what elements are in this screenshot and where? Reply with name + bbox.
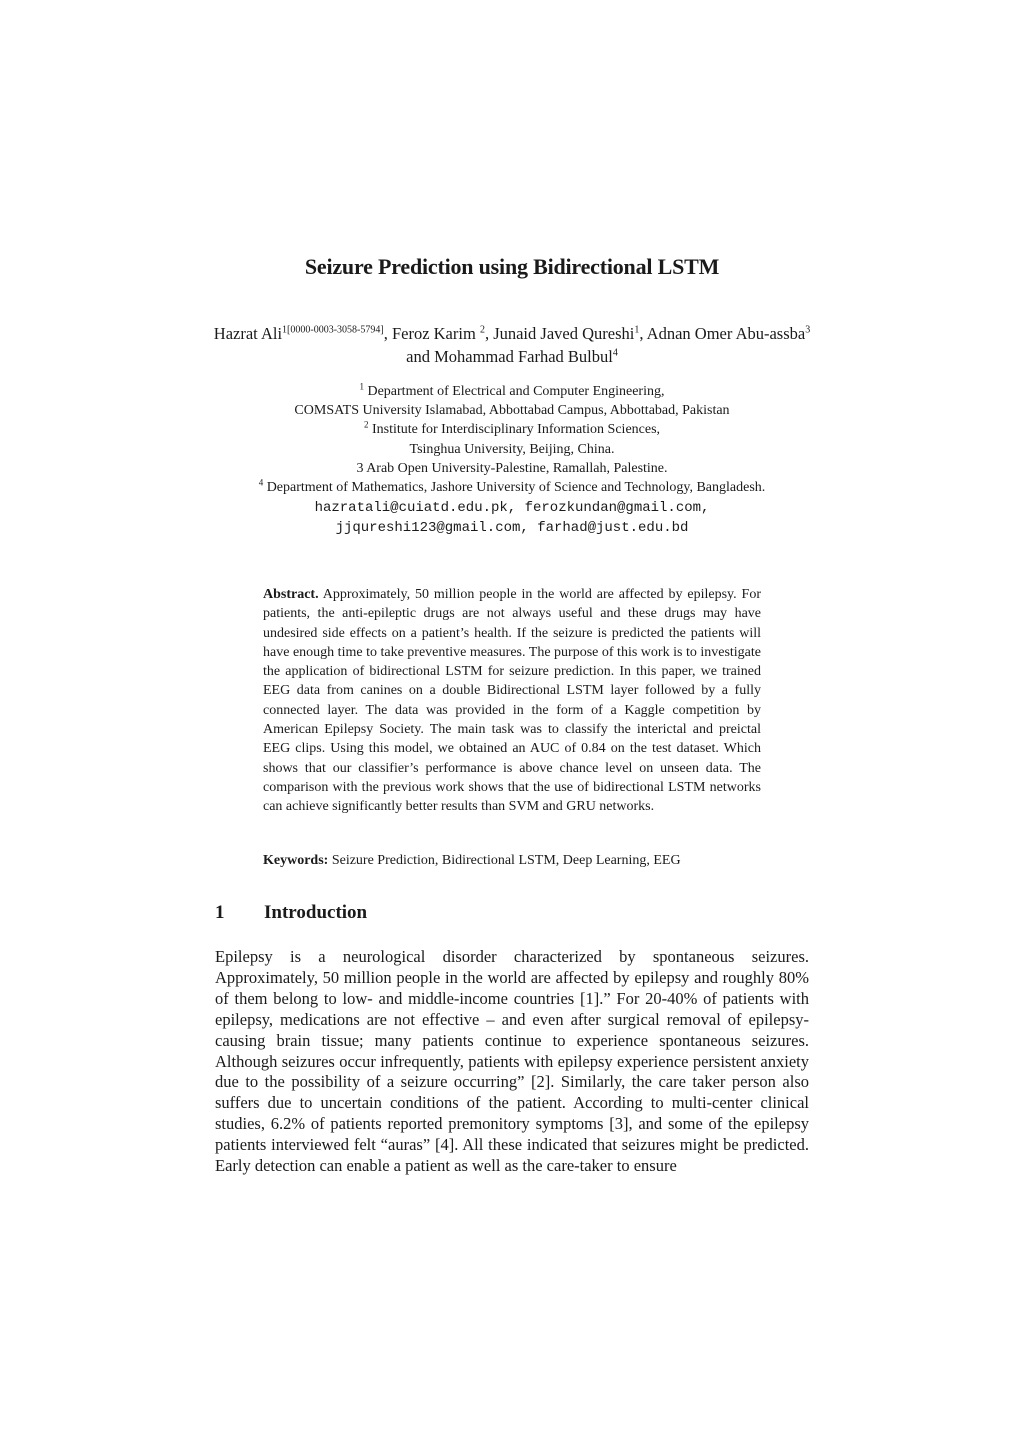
author-superscript: 4 <box>612 347 618 359</box>
affiliation-line: Tsinghua University, Beijing, China. <box>409 441 615 457</box>
section-heading <box>215 902 815 924</box>
email-line: jjqureshi123@gmail.com, farhad@just.edu.bd <box>335 520 689 536</box>
email-line: hazratali@cuiatd.edu.pk, ferozkundan@gmail.com, <box>314 500 710 516</box>
keywords-block <box>263 851 761 870</box>
affiliation-list <box>150 382 874 497</box>
affiliation-text: Institute for Interdisciplinary Information Sciences, <box>368 422 661 438</box>
paper-title: Seizure Prediction using Bidirectional LSTM <box>304 254 720 279</box>
section-body: Epilepsy is a neurological disorder characterized by spontaneous seizures. Approximately, 50 million people in the world are affected by epilepsy and roughly 80% of them belong to low- and middle-income countries [1].” For 20-40% of patients with epilepsy, medications are not effective – and even after surgical removal of epilepsy-causing brain tissue; many patients continue to experience spontaneous seizures. Although seizures occur infrequently, patients with epilepsy experience persistent anxiety due to the possibility of a seizure occurring” [2]. Similarly, the care taker person also suffers due to uncertain conditions of the patient. According to multi-center clinical studies, 6.2% of patients reported premonitory symptoms [3], and some of the epilepsy patients interviewed felt “auras” [4]. All these indicated that seizures might be predicted. Early detection can enable a patient as well as the care-taker to ensure <box>215 947 809 1176</box>
section-title: Introduction <box>264 902 368 923</box>
affiliation-line: 3 Arab Open University-Palestine, Ramallah, Palestine. <box>356 460 668 476</box>
author-name: , Adnan Omer Abu-assba <box>639 324 806 343</box>
affiliation-line: COMSATS University Islamabad, Abbottabad Campus, Abbottabad, Pakistan <box>294 403 730 419</box>
author-superscript: 1[0000-0003-3058-5794] <box>282 324 384 336</box>
author-superscript: 2 <box>479 324 485 336</box>
affiliation-line <box>150 420 874 439</box>
affiliation-superscript: 1 <box>359 381 364 392</box>
author-name: , Junaid Javed Qureshi <box>484 324 635 343</box>
author-superscript: 1 <box>634 324 640 336</box>
section-number: 1 <box>215 902 225 923</box>
author-name: Hazrat Ali <box>213 324 283 343</box>
email-list <box>150 498 874 538</box>
affiliation-superscript: 4 <box>258 477 264 488</box>
abstract-text: Approximately, 50 million people in the world are affected by epilepsy. For patients, the anti-epileptic drugs are not always useful and these drugs may have undesired side effects on a patient’s health. If the seizure is predicted the patients will have enough time to take preventive measures. The purpose of this work is to investigate the application of bidirectional LSTM for seizure prediction. In this paper, we trained EEG data from canines on a double Bidirectional LSTM layer followed by a fully connected layer. The data was provided in the form of a Kaggle competition by American Epilepsy Society. The main task was to classify the interictal and preictal EEG clips. Using this model, we obtained an AUC of 0.84 on the test dataset. Which shows that our classifier’s performance is above chance level on unseen data. The comparison with the previous work shows that the use of bidirectional LSTM networks can achieve significantly better results than SVM and GRU networks. <box>263 587 761 815</box>
author-list <box>200 322 824 368</box>
abstract-label: Abstract. <box>263 587 319 602</box>
keywords-text: Seizure Prediction, Bidirectional LSTM, Deep Learning, EEG <box>328 853 681 868</box>
affiliation-line <box>150 478 874 497</box>
author-name: and Mohammad Farhad Bulbul <box>406 347 613 366</box>
affiliation-line <box>150 382 874 401</box>
affiliation-text: Department of Mathematics, Jashore University of Science and Technology, Bangladesh. <box>263 480 766 496</box>
abstract-block <box>263 585 761 817</box>
author-name: , Feroz Karim <box>383 324 480 343</box>
keywords-label: Keywords: <box>263 853 329 868</box>
affiliation-superscript: 2 <box>363 419 369 430</box>
affiliation-text: Department of Electrical and Computer Engineering, <box>363 384 665 399</box>
author-superscript: 3 <box>805 324 811 336</box>
